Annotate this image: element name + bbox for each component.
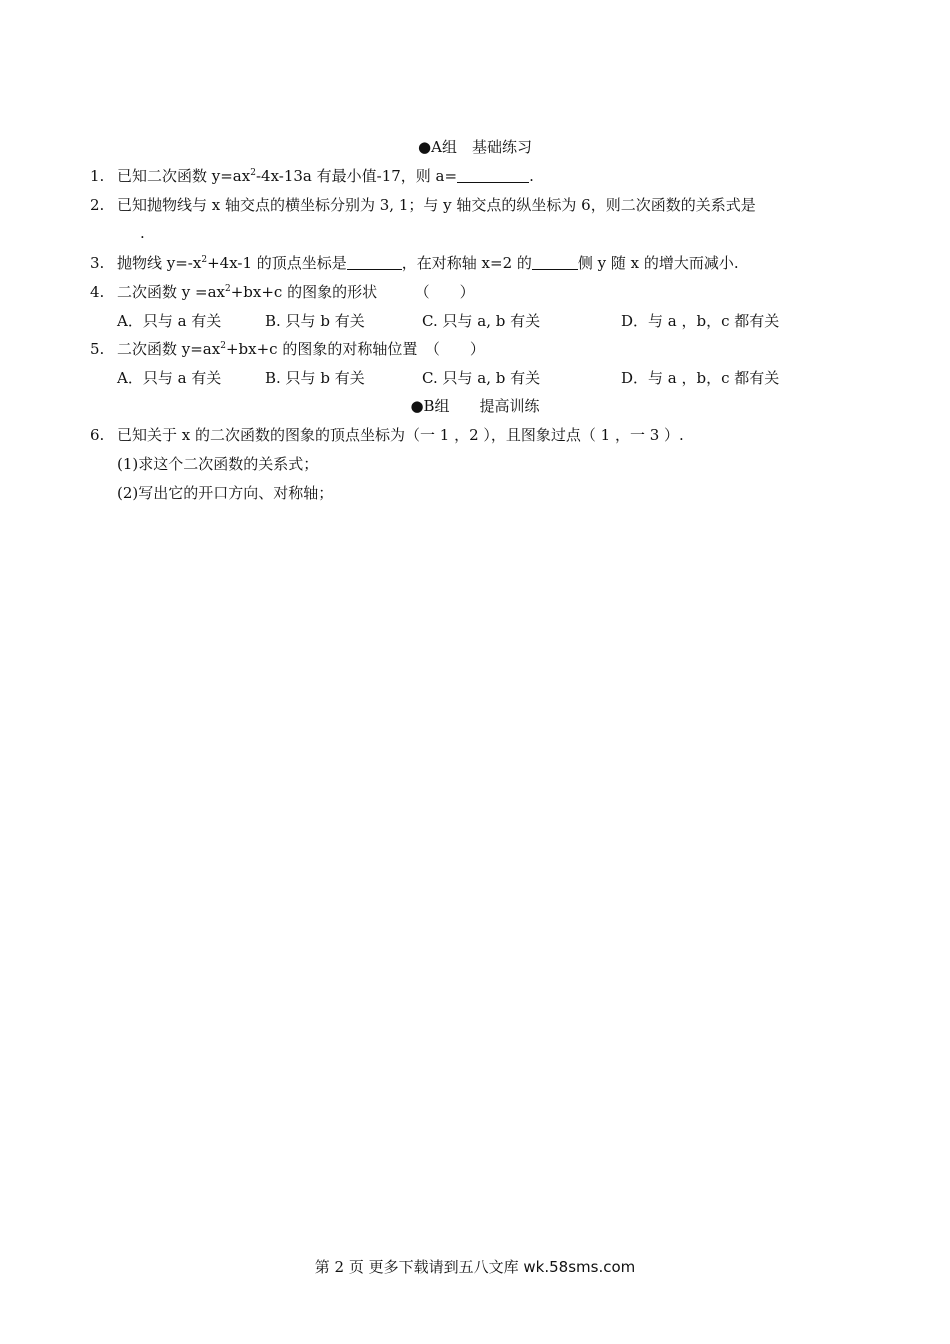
question-4 bbox=[90, 282, 475, 302]
question-5-text-post: +bx+c 的图象的对称轴位置 （ ） bbox=[225, 340, 485, 358]
question-1 bbox=[90, 166, 534, 186]
exponent: 2 bbox=[201, 255, 208, 265]
question-3 bbox=[90, 253, 739, 273]
exponent: 2 bbox=[250, 168, 256, 178]
question-6-subquestion-1: (1)求这个二次函数的关系式； bbox=[117, 455, 319, 473]
question-5-option-a: A．只与 a 有关 bbox=[117, 369, 222, 387]
answer-blank bbox=[347, 254, 402, 270]
answer-blank bbox=[457, 167, 529, 183]
question-6 bbox=[90, 425, 684, 445]
question-number: 6. bbox=[90, 426, 105, 444]
question-6-text: 已知关于 x 的二次函数的图象的顶点坐标为（一 1 ，2 ），且图象过点（ 1 ，一 3 ）. bbox=[117, 426, 684, 444]
question-4-option-b: B. 只与 b 有关 bbox=[265, 312, 365, 330]
question-6-subquestion-2: (2)写出它的开口方向、对称轴； bbox=[117, 484, 334, 502]
question-4-text-pre: 二次函数 y =ax bbox=[117, 283, 225, 301]
exponent: 2 bbox=[224, 284, 231, 294]
question-3-text-mid: +4x-1 的顶点坐标是 bbox=[207, 254, 347, 272]
question-number: 2. bbox=[90, 196, 105, 214]
question-1-end: . bbox=[529, 167, 534, 185]
question-2-continuation: . bbox=[140, 224, 145, 242]
question-3-text-mid2: ，在对称轴 x=2 的 bbox=[401, 254, 532, 272]
question-1-text-post: -4x-13a 有最小值-17，则 a= bbox=[255, 167, 458, 185]
question-number: 3. bbox=[90, 254, 105, 272]
footer-text: 第 2 页 更多下载请到五八文库 bbox=[314, 1258, 519, 1276]
exponent: 2 bbox=[220, 341, 226, 351]
question-3-text-post: 侧 y 随 x 的增大而减小. bbox=[577, 254, 739, 272]
section-a-heading: ●A组 基础练习 bbox=[418, 138, 532, 156]
question-4-option-a: A．只与 a 有关 bbox=[117, 312, 222, 330]
question-4-option-d: D．与 a ，b，c 都有关 bbox=[621, 312, 780, 330]
question-5-text-pre: 二次函数 y=ax bbox=[117, 340, 221, 358]
answer-blank bbox=[532, 254, 578, 270]
question-5-option-c: C. 只与 a, b 有关 bbox=[422, 369, 541, 387]
question-number: 4. bbox=[90, 283, 105, 301]
question-5-option-b: B. 只与 b 有关 bbox=[265, 369, 365, 387]
question-number: 1. bbox=[90, 167, 105, 185]
question-4-text-post: +bx+c 的图象的形状 （ ） bbox=[230, 283, 475, 301]
question-4-option-c: C. 只与 a, b 有关 bbox=[422, 312, 541, 330]
question-1-text-pre: 已知二次函数 y=ax bbox=[117, 167, 251, 185]
page-footer bbox=[0, 1257, 950, 1277]
question-5 bbox=[90, 339, 485, 359]
question-2-text: 已知抛物线与 x 轴交点的横坐标分别为 3, 1；与 y 轴交点的纵坐标为 6，则二次函数的关系式是 bbox=[117, 196, 756, 214]
footer-site-link[interactable]: wk.58sms.com bbox=[523, 1258, 636, 1276]
question-3-text-pre: 抛物线 y=-x bbox=[117, 254, 202, 272]
question-2 bbox=[90, 195, 756, 215]
question-5-option-d: D．与 a ，b，c 都有关 bbox=[621, 369, 780, 387]
question-number: 5. bbox=[90, 340, 105, 358]
section-b-heading: ●B组 提高训练 bbox=[410, 397, 540, 415]
